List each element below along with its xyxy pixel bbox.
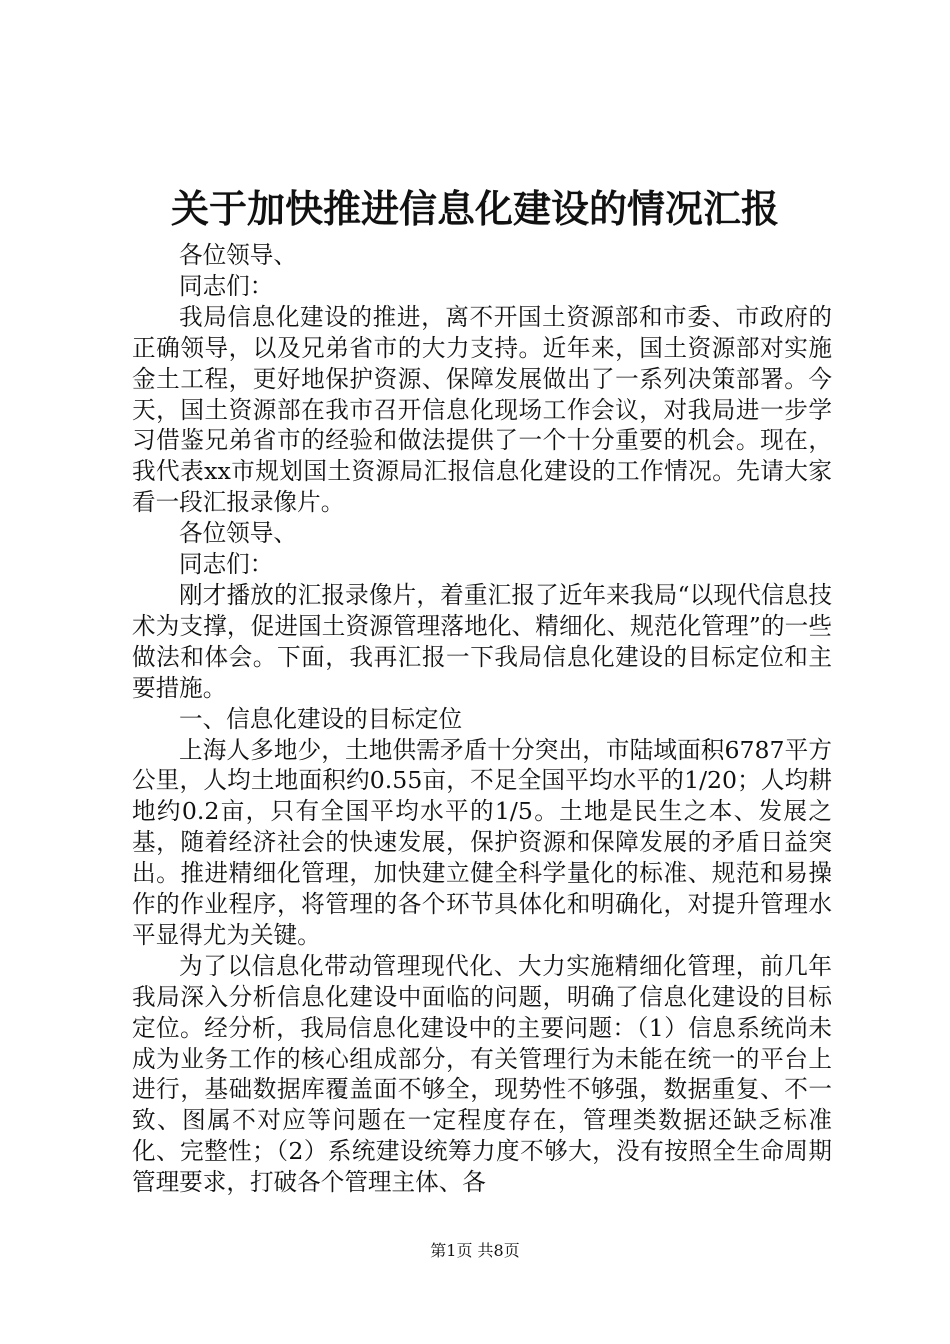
- paragraph-problems: 为了以信息化带动管理现代化、大力实施精细化管理，前几年我局深入分析信息化建设中面临的问题，明确了信息化建设的目标定位。经分析，我局信息化建设中的主要问题：（1）信息系统尚未成为业务工作的核心组成部分，有关管理行为未能在统一的平台上进行，基础数据库覆盖面不够全，现势性不够强，数据重复、不一致、图属不对应等问题在一定程度存在，管理类数据还缺乏标准化、完整性；（2）系统建设统筹力度不够大，没有按照全生命周期管理要求，打破各个管理主体、各: [132, 951, 832, 1197]
- document-title: 关于加快推进信息化建设的情况汇报: [170, 186, 779, 231]
- paragraph-intro: 我局信息化建设的推进，离不开国土资源部和市委、市政府的正确领导，以及兄弟省市的大力支持。近年来，国土资源部对实施金土工程，更好地保护资源、保障发展做出了一系列决策部署。今天，国土资源部在我市召开信息化现场工作会议，对我局进一步学习借鉴兄弟省市的经验和做法提供了一个十分重要的机会。现在，我代表xx市规划国土资源局汇报信息化建设的工作情况。先请大家看一段汇报录像片。: [132, 302, 832, 517]
- salutation-comrades: 同志们：: [179, 271, 274, 300]
- document-body: [132, 240, 832, 1198]
- paragraph-video-summary: 刚才播放的汇报录像片，着重汇报了近年来我局“以现代信息技术为支撑，促进国土资源管理落地化、精细化、规范化管理”的一些做法和体会。下面，我再汇报一下我局信息化建设的目标定位和主要措施。: [132, 580, 832, 702]
- salutation-leaders-2: 各位领导、: [179, 519, 297, 548]
- salutation-comrades-2: 同志们：: [179, 550, 274, 579]
- page-number: 第1页 共8页: [430, 1241, 520, 1260]
- salutation-leaders: 各位领导、: [179, 241, 297, 269]
- paragraph-shanghai-land: 上海人多地少，土地供需矛盾十分突出，市陆域面积6787平方公里，人均土地面积约0.55亩，不足全国平均水平的1/20；人均耕地约0.2亩，只有全国平均水平的1/5。土地是民生之本、发展之基，随着经济社会的快速发展，保护资源和保障发展的矛盾日益突出。推进精细化管理，加快建立健全科学量化的标准、规范和易操作的作业程序，将管理的各个环节具体化和明确化，对提升管理水平显得尤为关键。: [132, 735, 832, 949]
- section-heading-1: 一、信息化建设的目标定位: [179, 704, 463, 733]
